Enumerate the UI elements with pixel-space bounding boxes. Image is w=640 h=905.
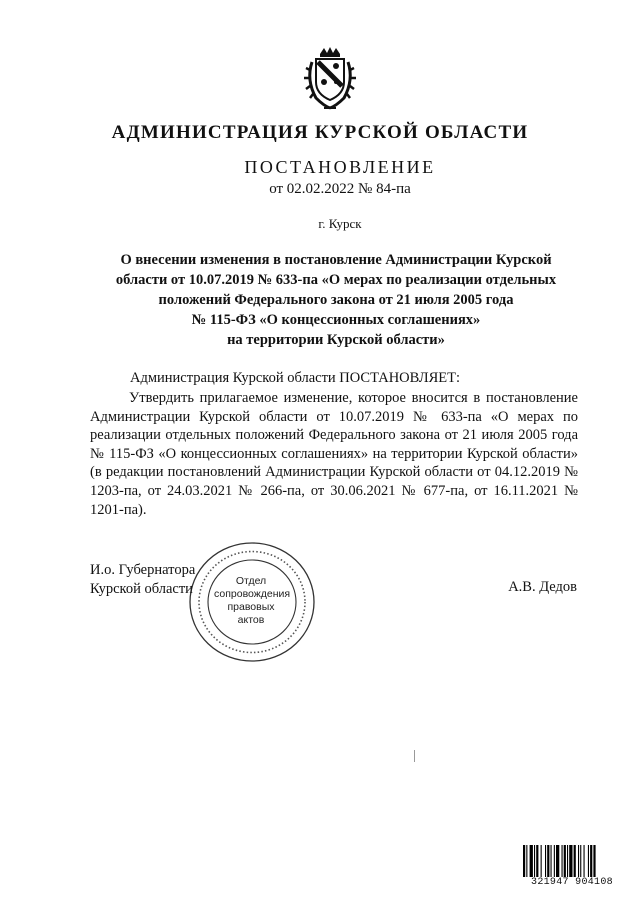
subject-line: на территории Курской области» [227,332,445,348]
signatory-title [90,561,195,599]
signatory-title-line: И.о. Губернатора [90,562,196,578]
document-subject [86,250,586,350]
scan-mark [414,750,415,762]
barcode-number: 321947 904108 [531,877,613,888]
subject-line: области от 10.07.2019 № 633-па «О мерах по реализации отдельных [115,272,557,288]
stamp-line: Отдел [235,575,267,587]
city: г. Курск [318,216,362,231]
signatory-title-line: Курской области [90,581,193,597]
document-number: от 02.02.2022 № 84-па [269,181,411,197]
signatory-name: А.В. Дедов [508,579,577,595]
preamble: Администрация Курской области ПОСТАНОВЛЯЕТ: [130,370,461,386]
barcode [522,845,622,877]
stamp-line: сопровождения [214,588,291,600]
document-type: ПОСТАНОВЛЕНИЕ [244,157,436,177]
subject-line: О внесении изменения в постановление Администрации Курской [120,252,552,268]
coat-of-arms-icon [302,46,358,112]
subject-line: № 115-ФЗ «О концессионных соглашениях» [191,312,481,328]
resolution-text: Утвердить прилагаемое изменение, которое вносится в постановление Администрации Курской области от 10.07.2019 № 633-па «О мерах по реализации отдельных положений Федерального закона от 21 июля 2005 года № 115-ФЗ «О концессионных соглашениях» на территории Курской области» (в редакции постановлений Администрации Курской области от 04.12.2019 № 1203-па, от 24.03.2021 № 266-па, от 30.06.2021 № 677-па, от 16.11.2021 № 1201-па). [90,390,578,518]
stamp-line: актов [237,614,265,626]
subject-line: положений Федерального закона от 21 июля 2005 года [158,292,514,308]
organization-title: АДМИНИСТРАЦИЯ КУРСКОЙ ОБЛАСТИ [111,122,529,143]
stamp-line: правовых [227,601,275,613]
stamp-text [214,575,291,627]
